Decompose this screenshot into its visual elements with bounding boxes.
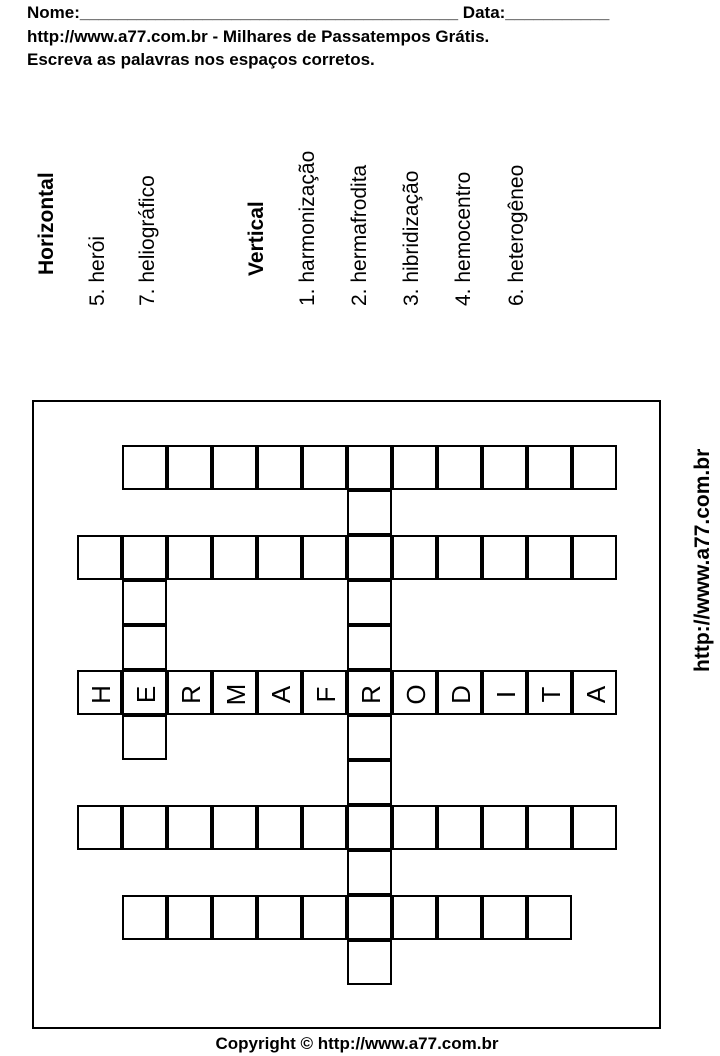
crossword-cell[interactable] <box>437 805 482 850</box>
cell-letter: A <box>581 685 611 704</box>
vertical-clue: 6. heterogêneo <box>505 164 528 306</box>
crossword-cell[interactable] <box>167 445 212 490</box>
vertical-clue: 4. hemocentro <box>452 171 475 306</box>
crossword-cell[interactable] <box>212 445 257 490</box>
crossword-cell[interactable] <box>302 895 347 940</box>
crossword-cell[interactable] <box>212 535 257 580</box>
crossword-cell[interactable] <box>122 445 167 490</box>
crossword-cell[interactable] <box>257 895 302 940</box>
crossword-cell[interactable] <box>167 535 212 580</box>
cell-letter: I <box>491 690 521 699</box>
crossword-cell[interactable] <box>347 850 392 895</box>
crossword-cell[interactable] <box>257 670 302 715</box>
crossword-cell[interactable] <box>527 895 572 940</box>
cell-letter: R <box>176 685 206 704</box>
crossword-cell[interactable] <box>392 895 437 940</box>
crossword-cell[interactable] <box>437 895 482 940</box>
crossword-cell[interactable] <box>572 445 617 490</box>
crossword-cell[interactable] <box>167 895 212 940</box>
crossword-cell[interactable] <box>347 760 392 805</box>
crossword-cell[interactable] <box>257 805 302 850</box>
horizontal-heading: Horizontal <box>35 172 58 275</box>
crossword-cell[interactable] <box>212 895 257 940</box>
site-tagline: http://www.a77.com.br - Milhares de Passatempos Grátis. <box>27 27 490 46</box>
crossword-cell[interactable] <box>77 805 122 850</box>
crossword-cell[interactable] <box>347 940 392 985</box>
cell-letter: A <box>266 685 296 704</box>
crossword-cell[interactable] <box>392 670 437 715</box>
crossword-cell[interactable] <box>167 670 212 715</box>
cell-letter: D <box>446 685 476 704</box>
crossword-cell[interactable] <box>122 805 167 850</box>
crossword-cell[interactable] <box>347 715 392 760</box>
crossword-cell[interactable] <box>347 625 392 670</box>
crossword-cell[interactable] <box>482 895 527 940</box>
crossword-cell[interactable] <box>302 445 347 490</box>
copyright-footer: Copyright © http://www.a77.com.br <box>215 1034 499 1053</box>
crossword-cell[interactable] <box>122 895 167 940</box>
cell-letter: O <box>401 684 431 705</box>
cell-letter: M <box>221 683 251 706</box>
crossword-cell[interactable] <box>527 535 572 580</box>
crossword-cell[interactable] <box>347 445 392 490</box>
crossword-cell[interactable] <box>212 670 257 715</box>
side-url: http://www.a77.com.br <box>691 448 714 672</box>
crossword-cell[interactable] <box>347 580 392 625</box>
cell-letter: E <box>131 685 161 704</box>
crossword-cell[interactable] <box>527 670 572 715</box>
instructions: Escreva as palavras nos espaços corretos. <box>27 50 375 69</box>
crossword-cell[interactable] <box>392 805 437 850</box>
horizontal-clue: 5. herói <box>86 235 109 306</box>
horizontal-clue: 7. heliográfico <box>136 175 159 306</box>
crossword-cell[interactable] <box>167 805 212 850</box>
crossword-cell[interactable] <box>77 535 122 580</box>
crossword-cell[interactable] <box>392 445 437 490</box>
crossword-cell[interactable] <box>122 580 167 625</box>
crossword-cell[interactable] <box>527 445 572 490</box>
crossword-cell[interactable] <box>347 895 392 940</box>
crossword-cell[interactable] <box>347 535 392 580</box>
crossword-cell[interactable] <box>482 535 527 580</box>
crossword-cell[interactable] <box>437 445 482 490</box>
cell-letter: R <box>356 685 386 704</box>
vertical-clue: 2. hermafrodita <box>348 164 371 306</box>
crossword-cell[interactable] <box>77 670 122 715</box>
crossword-cell[interactable] <box>302 535 347 580</box>
crossword-cell[interactable] <box>122 625 167 670</box>
crossword-cell[interactable] <box>527 805 572 850</box>
crossword-cell[interactable] <box>122 670 167 715</box>
crossword-cell[interactable] <box>257 445 302 490</box>
crossword-cell[interactable] <box>257 535 302 580</box>
crossword-cell[interactable] <box>347 490 392 535</box>
crossword-cell[interactable] <box>482 670 527 715</box>
crossword-cell[interactable] <box>572 805 617 850</box>
crossword-cell[interactable] <box>572 670 617 715</box>
crossword-cell[interactable] <box>347 805 392 850</box>
crossword-cell[interactable] <box>572 535 617 580</box>
cell-letter: H <box>86 685 116 704</box>
crossword-cell[interactable] <box>302 805 347 850</box>
vertical-clue: 1. harmonização <box>296 150 319 306</box>
crossword-cell[interactable] <box>392 535 437 580</box>
cell-letter: T <box>536 686 566 703</box>
name-date-line: Nome:________________________________________ Data:___________ <box>27 3 610 22</box>
crossword-cell[interactable] <box>482 445 527 490</box>
crossword-cell[interactable] <box>437 535 482 580</box>
vertical-heading: Vertical <box>245 201 268 276</box>
vertical-clue: 3. hibridização <box>400 170 423 306</box>
crossword-cell[interactable] <box>437 670 482 715</box>
cell-letter: F <box>311 686 341 703</box>
crossword-cell[interactable] <box>212 805 257 850</box>
crossword-cell[interactable] <box>122 715 167 760</box>
crossword-cell[interactable] <box>347 670 392 715</box>
crossword-cell[interactable] <box>302 670 347 715</box>
crossword-cell[interactable] <box>482 805 527 850</box>
crossword-cell[interactable] <box>122 535 167 580</box>
